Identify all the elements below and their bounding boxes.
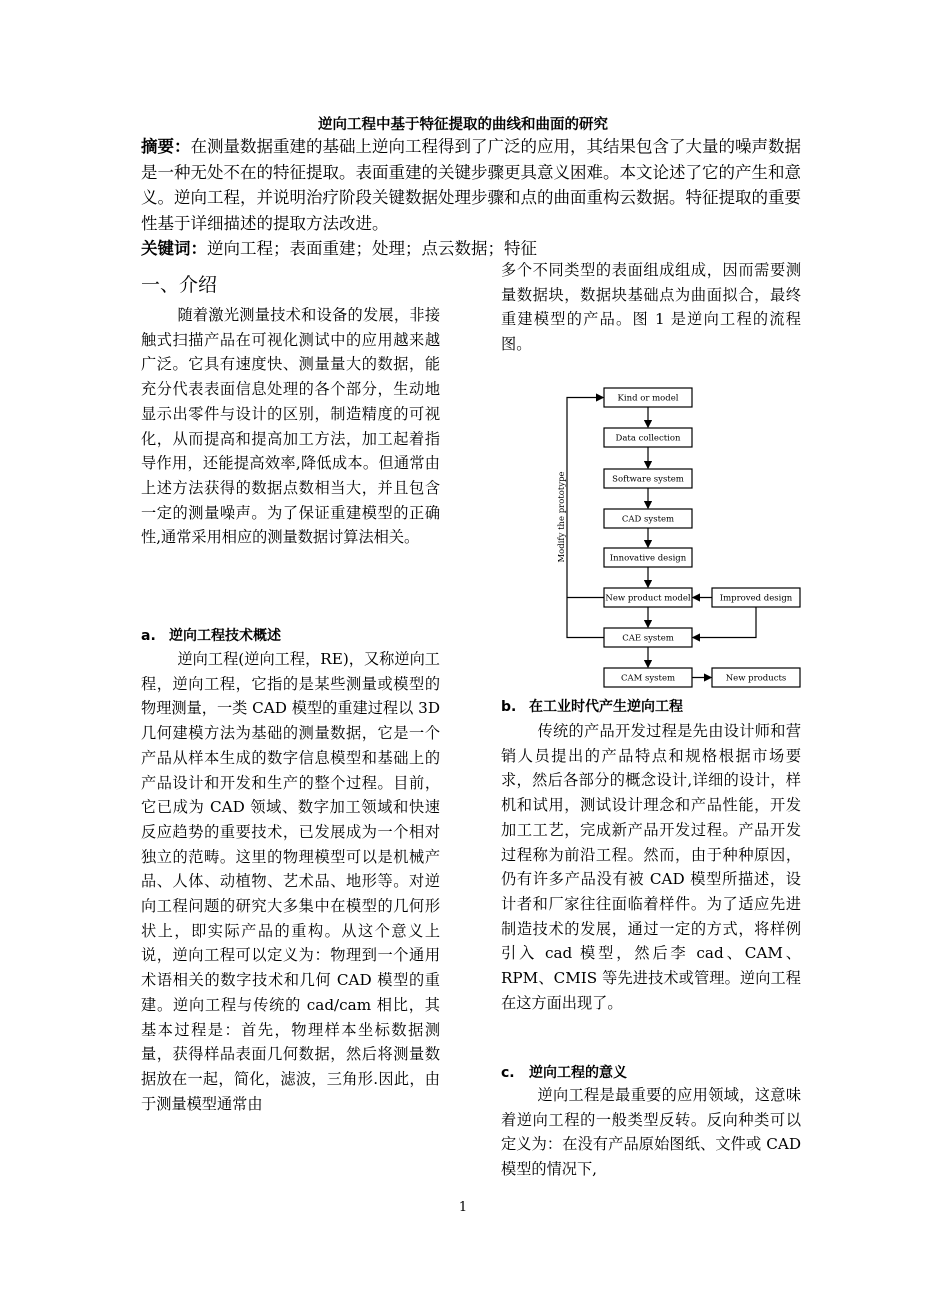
flow-arrow [693,607,756,638]
flow-side-label: Modify the prototype [557,471,567,563]
continuation-text: 多个不同类型的表面组成组成，因而需要测量数据块，数据块基础点为曲面拟合，最终重建模型的产品。图 1 是逆向工程的流程图。 [501,261,801,354]
keywords-text: 逆向工程；表面重建；处理；点云数据；特征 [207,239,537,258]
subsection-b-key: b. [501,699,517,715]
flow-label-cad: CAD system [621,514,675,525]
right-continuation [501,258,801,357]
page-number: 1 [458,1200,468,1215]
keywords-label: 关键词： [141,239,207,258]
subsection-a-heading [141,625,281,645]
flowchart-figure [545,383,805,693]
flow-label-cam: CAM system [620,673,676,684]
subsection-c-text: 逆向工程是最重要的应用领域，这意味着逆向工程的一般类型反转。反向种类可以定义为：在没有产品原始图纸、文件或 CAD 模型的情况下, [501,1086,801,1179]
subsection-a-key: a. [141,628,156,644]
subsection-a-body [141,647,440,1116]
subsection-c-heading [501,1062,627,1082]
flow-label-innovative: Innovative design [609,553,687,564]
subsection-b-heading [501,696,683,716]
feedback-loop-line [567,398,604,638]
flow-label-new-products: New products [725,673,787,684]
paper-title: 逆向工程中基于特征提取的曲线和曲面的研究 [318,117,608,133]
subsection-c-body [501,1083,801,1182]
flow-label-new-product: New product model [605,593,691,604]
subsection-c-title: 逆向工程的意义 [529,1065,627,1081]
flow-label-improved: Improved design [719,593,793,604]
section-heading: 一、介绍 [141,274,218,296]
subsection-c-key: c. [501,1065,515,1081]
abstract-text: 在测量数据重建的基础上逆向工程得到了广泛的应用，其结果包含了大量的噪声数据是一种无处不在的特征提取。表面重建的关键步骤更具意义困难。本文论述了它的产生和意义。逆向工程，并说明治疗阶段关键数据处理步骤和点的曲面重构云数据。特征提取的重要性基于详细描述的提取方法改进。 [141,137,801,233]
subsection-a-text: 逆向工程(逆向工程，RE)，又称逆向工程，逆向工程，它指的是某些测量或模型的物理测量，一类 CAD 模型的重建过程以 3D 几何建模方法为基础的测量数据，它是一个产品从样本生成的数字信息模型和基础上的产品设计和开发和生产的整个过程。目前，它已成为 CAD 领域、数字加工领域和快速反应趋势的重要技术，已发展成为一个相对独立的范畴。这里的物理模型可以是机械产品、人体、动植物、艺术品、地形等。对逆向工程问题的研究大多集中在模型的几何形状上，即实际产品的重构。从这个意义上说，逆向工程可以定义为：物理到一个通用术语相关的数字技术和几何 CAD 模型的重建。逆向工程与传统的 cad/cam 相比，其基本过程是：首先，物理样本坐标数据测量，获得样品表面几何数据，然后将测量数据放在一起，简化，滤波，三角形.因此，由于测量模型通常由 [141,650,440,1113]
flow-label-cae: CAE system [622,633,674,644]
intro-paragraph [141,303,440,550]
subsection-a-title: 逆向工程技术概述 [169,628,281,644]
intro-text: 随着激光测量技术和设备的发展，非接触式扫描产品在可视化测试中的应用越来越广泛。它具有速度快、测量量大的数据，能充分代表表面信息处理的各个部分，生动地显示出零件与设计的区别，制造精度的可视化，从而提高和提高加工方法，加工起着指导作用，还能提高效率,降低成本。但通常由上述方法获得的数据点数相当大，并且包含一定的测量噪声。为了保证重建模型的正确性,通常采用相应的测量数据讨算法相关。 [141,306,440,547]
flow-label-software: Software system [612,474,684,485]
abstract [141,134,801,236]
flow-label-data: Data collection [615,433,681,444]
subsection-b-text: 传统的产品开发过程是先由设计师和营销人员提出的产品特点和规格根据市场要求，然后各部分的概念设计,详细的设计，样机和试用，测试设计理念和产品性能，开发加工工艺，完成新产品开发过程。产品开发过程称为前沿工程。然而，由于种种原因，仍有许多产品没有被 CAD 模型所描述，设计者和厂家往往面临着样件。为了适应先进制造技术的发展，通过一定的方式，将样例引入 cad 模型，然后李 cad、CAM、RPM、CMIS 等先进技术或管理。逆向工程在这方面出现了。 [501,722,801,1012]
subsection-b-title: 在工业时代产生逆向工程 [529,699,683,715]
flow-label-kind: Kind or model [617,393,679,404]
abstract-label: 摘要： [141,137,191,156]
subsection-b-body [501,719,801,1015]
